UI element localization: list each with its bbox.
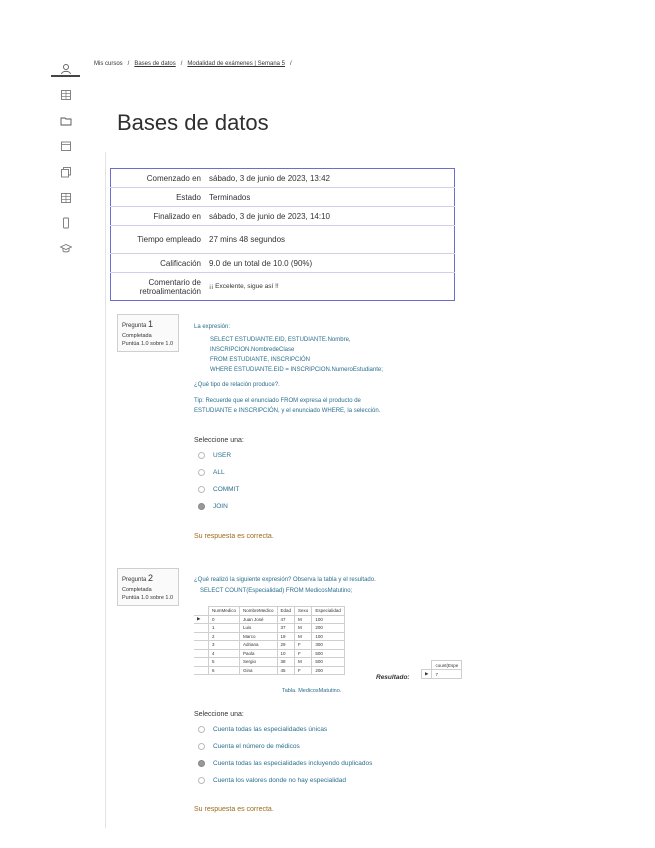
radio-button[interactable] <box>198 469 205 476</box>
question-number: 1 <box>148 319 154 329</box>
attempt-summary-table <box>110 168 455 301</box>
result-label: Resultado: <box>376 674 410 681</box>
table-cell: 500 <box>312 658 345 667</box>
table-cell: M <box>295 624 312 633</box>
summary-row <box>111 207 455 226</box>
question-info-box <box>117 568 179 606</box>
breadcrumb-separator: / <box>127 61 130 67</box>
row-pointer-icon: ▶ <box>194 615 209 624</box>
summary-row <box>111 226 455 254</box>
summary-label: Tiempo empleado <box>111 226 206 254</box>
breadcrumb <box>94 61 297 67</box>
table-cell: M <box>295 632 312 641</box>
question-label: Pregunta <box>122 323 147 329</box>
radio-button[interactable] <box>198 452 205 459</box>
question-points: Puntúa 1.0 sobre 1.0 <box>122 594 174 601</box>
question-prompt: ¿Qué realizó la siguiente expresión? Observa la tabla y el resultado. <box>194 577 376 583</box>
table-cell: Sergio <box>240 658 278 667</box>
result-header-row <box>422 661 462 670</box>
summary-label: Comenzado en <box>146 173 201 183</box>
result-table <box>421 660 462 679</box>
sql-line: WHERE ESTUDIANTE.EID = INSCRIPCION.NumeroEstudiante; <box>210 367 383 373</box>
summary-label: Finalizado en <box>111 207 206 226</box>
radio-button[interactable] <box>198 743 205 750</box>
active-nav-indicator <box>51 75 80 77</box>
answer-option-label: Cuenta todas las especialidades incluyendo duplicados <box>213 760 373 768</box>
answer-option-label: Cuenta todas las especialidades únicas <box>213 726 328 734</box>
table-cell: Paola <box>240 649 278 658</box>
sql-line: FROM ESTUDIANTE, INSCRIPCIÓN <box>210 357 311 363</box>
result-row <box>422 670 462 679</box>
question-status: Completada <box>122 332 152 339</box>
answer-option[interactable] <box>198 486 239 493</box>
table-header: Edad <box>277 607 295 616</box>
summary-label: Calificación <box>111 254 206 273</box>
table-cell: 1 <box>209 624 240 633</box>
summary-value: 9.0 de un total de 10.0 (90%) <box>205 254 455 273</box>
table-cell: 2 <box>209 632 240 641</box>
select-label: Seleccione una: <box>194 437 244 444</box>
question-prompt: ¿Qué tipo de relación produce?. <box>194 382 280 388</box>
table-cell: 3 <box>209 641 240 650</box>
radio-button[interactable] <box>198 486 205 493</box>
table-cell: Gina <box>240 666 278 675</box>
table-cell: 100 <box>312 615 345 624</box>
question-tip: Tip: Recuerde que el enunciado FROM expresa el producto de <box>194 398 361 404</box>
table-cell: 200 <box>312 666 345 675</box>
summary-label: Comentario de retroalimentación <box>111 273 206 301</box>
table-cell: M <box>295 658 312 667</box>
table-cell: 47 <box>277 615 295 624</box>
table-cell: Marco <box>240 632 278 641</box>
summary-row <box>111 169 455 188</box>
answer-option[interactable] <box>198 760 372 767</box>
radio-button-selected[interactable] <box>198 503 205 510</box>
answer-option-label: JOIN <box>213 503 228 511</box>
summary-value: 27 mins 48 segundos <box>205 226 455 254</box>
medicos-table <box>194 606 345 675</box>
table-cell: 6 <box>209 666 240 675</box>
sql-line: INSCRIPCION.NombredeClase <box>210 347 295 353</box>
sql-line: SELECT ESTUDIANTE.EID, ESTUDIANTE.Nombre, <box>210 337 351 343</box>
table-cell: 5 <box>209 658 240 667</box>
table-cell: 10 <box>277 649 295 658</box>
question-intro: La expresión: <box>194 324 231 330</box>
table-cell: 100 <box>312 632 345 641</box>
table-row <box>194 649 344 658</box>
table-cell: 500 <box>312 649 345 658</box>
summary-value: sábado, 3 de junio de 2023, 13:42 <box>209 173 330 183</box>
table-cell: M <box>295 615 312 624</box>
table-row <box>194 666 344 675</box>
table-row <box>194 641 344 650</box>
table-cell: 200 <box>312 624 345 633</box>
result-header: count(Espe <box>432 661 462 670</box>
table-row <box>194 632 344 641</box>
table-cell: 38 <box>277 658 295 667</box>
question-tip: ESTUDIANTE e INSCRIPCIÓN, y el enunciado WHERE, la selección. <box>194 408 381 414</box>
table-row <box>194 615 344 624</box>
summary-value: Terminados <box>205 188 455 207</box>
answer-option-label: Cuenta el número de médicos <box>213 743 300 751</box>
answer-option[interactable] <box>198 452 231 459</box>
table-cell: 300 <box>312 641 345 650</box>
sql-line: SELECT COUNT(Especialidad) FROM MedicosMatutino; <box>200 588 353 594</box>
table-cell: 45 <box>277 666 295 675</box>
question-info-box <box>117 314 179 352</box>
question-number: 2 <box>148 573 154 583</box>
radio-button-selected[interactable] <box>198 760 205 767</box>
answer-option-label: ALL <box>213 469 225 477</box>
answer-option[interactable] <box>198 503 228 510</box>
feedback-correct: Su respuesta es correcta. <box>194 533 274 540</box>
question-text <box>194 322 444 416</box>
table-cell: Adriana <box>240 641 278 650</box>
table-header-row <box>194 607 344 616</box>
summary-row <box>111 254 455 273</box>
table-cell: F <box>295 641 312 650</box>
question-status: Completada <box>122 586 152 593</box>
table-header: NumMedico <box>209 607 240 616</box>
content-divider <box>105 152 106 828</box>
table-row <box>194 658 344 667</box>
user-icon[interactable] <box>60 63 72 75</box>
grid-icon[interactable] <box>60 192 72 204</box>
grid-icon[interactable] <box>60 89 72 101</box>
radio-button[interactable] <box>198 726 205 733</box>
radio-button[interactable] <box>198 777 205 784</box>
breadcrumb-separator: / <box>290 61 292 67</box>
graduation-cap-icon[interactable] <box>60 242 72 254</box>
answer-option[interactable] <box>198 726 327 733</box>
answer-option[interactable] <box>198 777 346 784</box>
table-caption: Tabla. MedicosMatutino. <box>282 688 342 694</box>
table-header: Especialidad <box>312 607 345 616</box>
row-pointer-icon: ▶ <box>422 670 432 679</box>
row-pointer-header <box>194 607 209 616</box>
answer-option-label: USER <box>213 452 232 460</box>
calendar-icon[interactable] <box>60 140 72 152</box>
summary-row <box>111 188 455 207</box>
summary-label: Estado <box>111 188 206 207</box>
table-row <box>194 624 344 633</box>
answer-option[interactable] <box>198 743 300 750</box>
answer-option[interactable] <box>198 469 225 476</box>
breadcrumb-home[interactable]: Mis cursos <box>94 61 123 67</box>
question-text <box>194 575 454 596</box>
select-label: Seleccione una: <box>194 711 244 718</box>
table-cell: 29 <box>277 641 295 650</box>
table-cell: 37 <box>277 624 295 633</box>
table-header: Sexo <box>295 607 312 616</box>
answer-option-label: Cuenta los valores donde no hay especialidad <box>213 777 346 785</box>
page-title: Bases de datos <box>117 110 269 135</box>
breadcrumb-separator: / <box>180 61 183 67</box>
table-cell: F <box>295 649 312 658</box>
feedback-correct: Su respuesta es correcta. <box>194 806 274 813</box>
table-cell: Juan José <box>240 615 278 624</box>
copy-icon[interactable] <box>60 166 72 178</box>
result-value: 7 <box>432 670 462 679</box>
answer-option-label: COMMIT <box>213 486 240 494</box>
summary-value: sábado, 3 de junio de 2023, 14:10 <box>205 207 455 226</box>
phone-icon[interactable] <box>60 217 72 229</box>
table-cell: F <box>295 666 312 675</box>
table-cell: 19 <box>277 632 295 641</box>
question-points: Puntúa 1.0 sobre 1.0 <box>122 340 174 347</box>
table-cell: Luis <box>240 624 278 633</box>
table-cell: 4 <box>209 649 240 658</box>
table-cell: 0 <box>209 615 240 624</box>
table-header: NombreMedico <box>240 607 278 616</box>
question-label: Pregunta <box>122 577 147 583</box>
breadcrumb-course-link[interactable]: Bases de datos <box>134 61 176 67</box>
breadcrumb-section-link[interactable]: Modalidad de exámenes | Semana 5 <box>187 61 286 67</box>
summary-row <box>111 273 455 301</box>
summary-value: ¡¡ Excelente, sigue así !! <box>205 273 455 301</box>
folder-icon[interactable] <box>60 115 72 127</box>
